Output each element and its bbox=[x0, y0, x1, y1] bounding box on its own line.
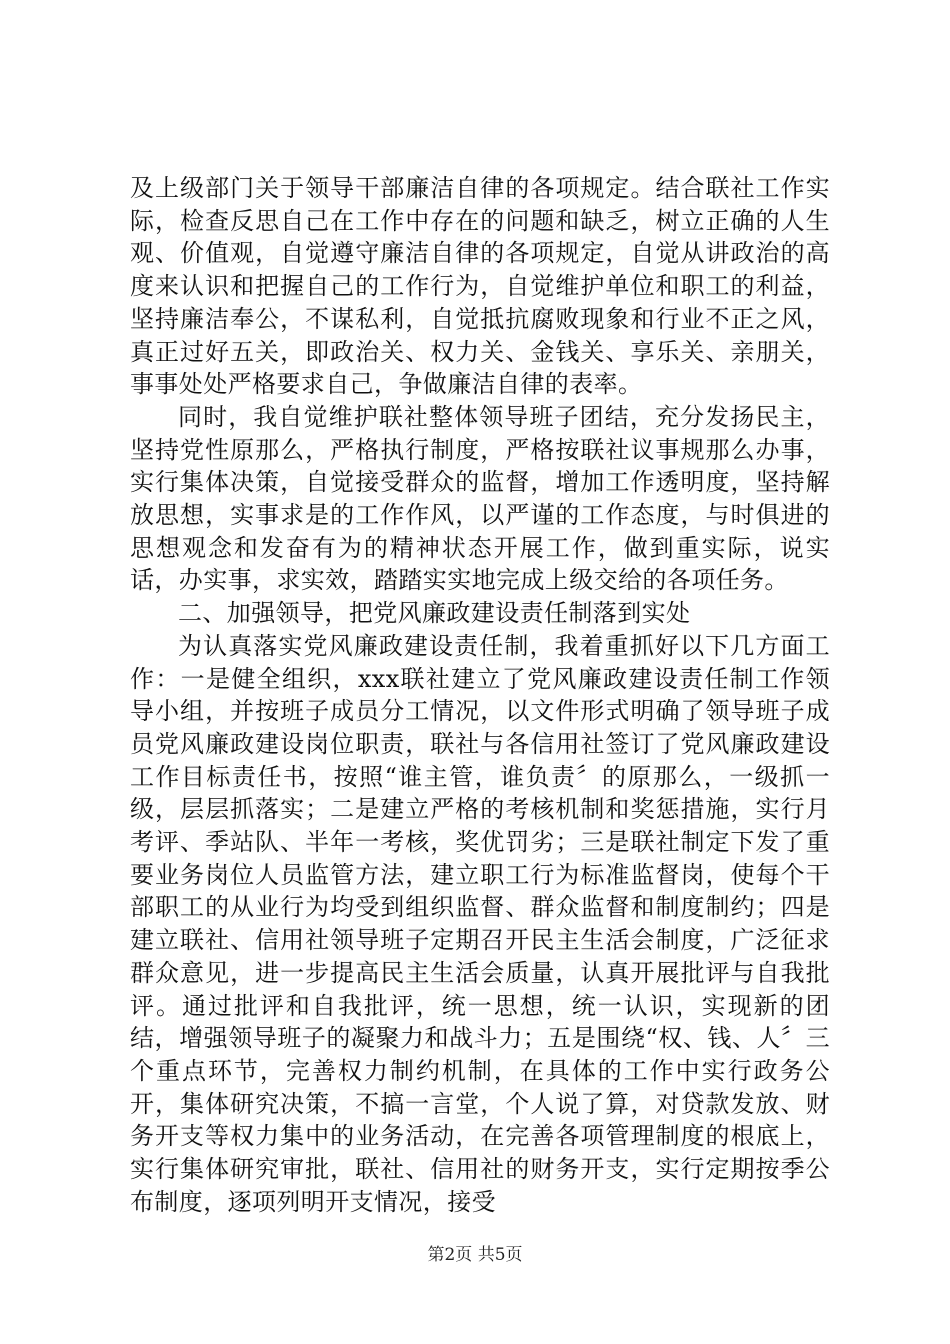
document-body bbox=[130, 172, 830, 1219]
page-number-footer: 第2页 共5页 bbox=[427, 1245, 523, 1265]
paragraph-1: 及上级部门关于领导干部廉洁自律的各项规定。结合联社工作实际，检查反思自己在工作中存在的问题和缺乏，树立正确的人生观、价值观，自觉遵守廉洁自律的各项规定，自觉从讲政治的高度来认识和把握自己的工作行为，自觉维护单位和职工的利益，坚持廉洁奉公，不谋私利，自觉抵抗腐败现象和行业不正之风，真正过好五关，即政治关、权力关、金钱关、享乐关、亲朋关，事事处处严格要求自己，争做廉洁自律的表率。 bbox=[130, 174, 830, 399]
section-heading: 二、加强领导，把党风廉政建设责任制落到实处 bbox=[178, 599, 691, 628]
paragraph-3: 为认真落实党风廉政建设责任制，我着重抓好以下几方面工作：一是健全组织，xxx联社建立了党风廉政建设责任制工作领导小组，并按班子成员分工情况，以文件形式明确了领导班子成员党风廉政建设岗位职责，联社与各信用社签订了党风廉政建设工作目标责任书，按照“谁主管，谁负责〞的原那么，一级抓一级，层层抓落实；二是建立严格的考核机制和奖惩措施，实行月考评、季站队、半年一考核，奖优罚劣；三是联社制定下发了重要业务岗位人员监管方法，建立职工行为标准监督岗，使每个干部职工的从业行为均受到组织监督、群众监督和制度制约；四是建立联社、信用社领导班子定期召开民主生活会制度，广泛征求群众意见，进一步提高民主生活会质量，认真开展批评与自我批评。通过批评和自我批评，统一思想，统一认识，实现新的团结，增强领导班子的凝聚力和战斗力；五是围绕“权、钱、人〞三个重点环节，完善权力制约机制，在具体的工作中实行政务公开，集体研究决策，不搞一言堂，个人说了算，对贷款发放、财务开支等权力集中的业务活动，在完善各项管理制度的根底上，实行集体研究审批，联社、信用社的财务开支，实行定期按季公布制度，逐项列明开支情况，接受 bbox=[130, 631, 830, 1216]
paragraph-2: 同时，我自觉维护联社整体领导班子团结，充分发扬民主，坚持党性原那么，严格执行制度，严格按联社议事规那么办事，实行集体决策，自觉接受群众的监督，增加工作透明度，坚持解放思想，实事求是的工作作风，以严谨的工作态度，与时俱进的思想观念和发奋有为的精神状态开展工作，做到重实际，说实话，办实事，求实效，踏踏实实地完成上级交给的各项任务。 bbox=[130, 402, 830, 595]
